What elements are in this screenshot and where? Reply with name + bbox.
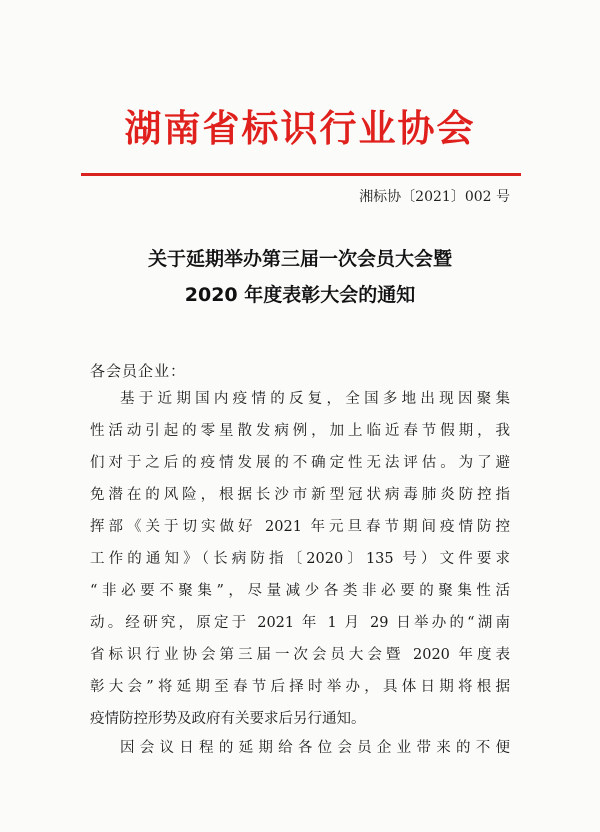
notice-title-line-1: 关于延期举办第三届一次会员大会暨 bbox=[147, 248, 452, 270]
notice-title-line-2: 2020 年度表彰大会的通知 bbox=[184, 284, 416, 306]
letterhead-red-rule bbox=[81, 173, 521, 176]
paragraph-line: 动。经研究，原定于 2021 年 1 月 29 日举办的“湖南 bbox=[90, 615, 510, 631]
paragraph-line: 基于近期国内疫情的反复，全国多地出现因聚集 bbox=[120, 391, 510, 407]
paragraph-line: 工作的通知》（长病防指〔2020〕135 号）文件要求 bbox=[90, 551, 510, 567]
paragraph-line: 因会议日程的延期给各位会员企业带来的不便 bbox=[120, 740, 510, 756]
paragraph-line: 疫情防控形势及政府有关要求后另行通知。 bbox=[90, 711, 366, 727]
salutation: 各会员企业： bbox=[90, 362, 187, 380]
paragraph-line: 性活动引起的零星散发病例，加上临近春节假期，我 bbox=[90, 423, 510, 439]
body-paragraph-2 bbox=[90, 732, 510, 764]
letterhead: 湖南省标识行业协会 bbox=[124, 107, 476, 150]
paragraph-line: 彰大会”将延期至春节后择时举办，具体日期将根据 bbox=[90, 679, 510, 695]
document-number: 湘标协〔2021〕002 号 bbox=[359, 189, 510, 205]
paragraph-line: 免潜在的风险，根据长沙市新型冠状病毒肺炎防控指 bbox=[90, 487, 510, 503]
paragraph-line: 挥部《关于切实做好 2021 年元旦春节期间疫情防控 bbox=[90, 519, 510, 535]
body-paragraph-1 bbox=[90, 383, 510, 735]
paragraph-line: “非必要不聚集”，尽量减少各类非必要的聚集性活 bbox=[90, 583, 510, 599]
paragraph-line: 们对于之后的疫情发展的不确定性无法评估。为了避 bbox=[90, 455, 510, 471]
paragraph-line: 省标识行业协会第三届一次会员大会暨 2020 年度表 bbox=[90, 647, 510, 663]
